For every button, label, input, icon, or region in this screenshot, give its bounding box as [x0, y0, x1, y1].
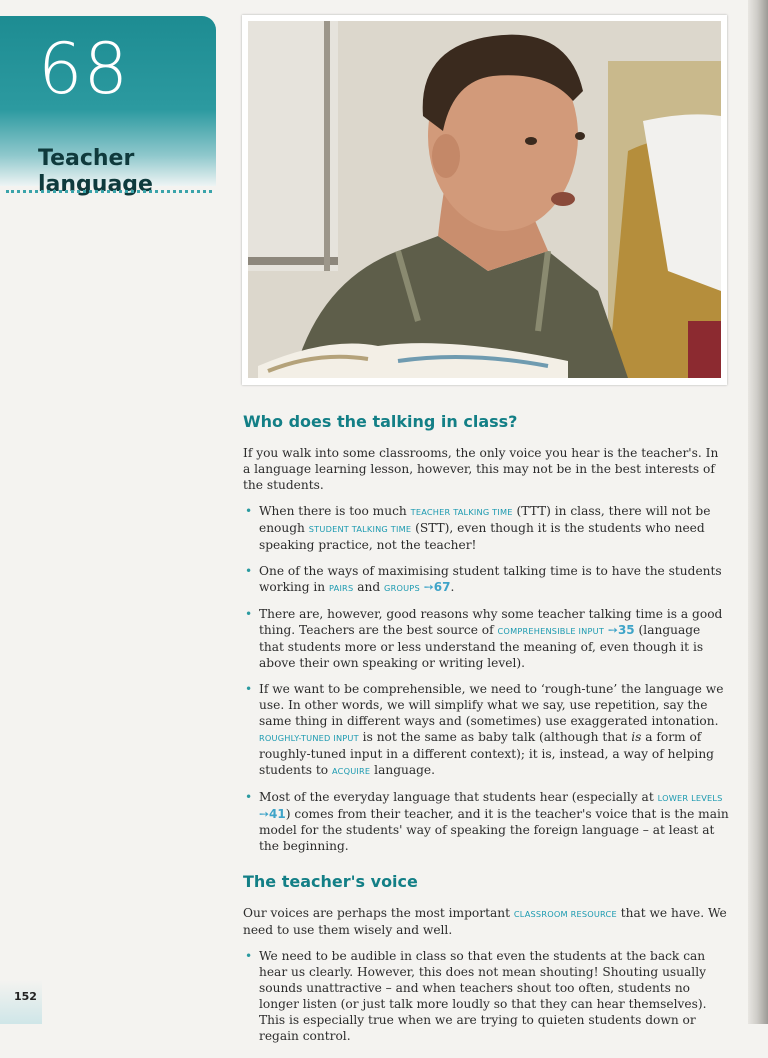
text-run: (STT), even though it is the students who need speaking practice, not the teacher! — [259, 521, 705, 552]
section-heading-voice: The teacher's voice — [243, 872, 418, 891]
photo-illustration — [248, 21, 721, 378]
bullet-comprehensible-input — [243, 606, 729, 671]
main-content — [243, 412, 729, 1058]
section1-bullets — [243, 503, 729, 854]
dotted-divider — [6, 190, 212, 193]
glossary-term-comprehensible-input[interactable]: COMPREHENSIBLE INPUT — [497, 626, 605, 636]
page-number-label: 152 — [14, 990, 37, 1003]
text-run: ) comes from their teacher, and it is the teacher's voice that is the main model for the students' way of speaking the foreign language – at least at the beginning. — [259, 807, 729, 853]
text-run: language. — [370, 763, 436, 777]
glossary-term-pairs[interactable]: PAIRS — [329, 583, 354, 593]
unit-tab — [0, 16, 216, 197]
unit-title-line2: language — [38, 172, 153, 197]
section1-intro: If you walk into some classrooms, the only voice you hear is the teacher's. In a language learning lesson, however, this may not be in the best interests of the students. — [243, 446, 719, 492]
glossary-term-lower-levels[interactable]: LOWER LEVELS — [657, 793, 723, 803]
text-run: When there is too much — [259, 504, 411, 518]
text-run: (TTT) in class, there will not be enough — [259, 504, 711, 535]
text-run: Most of the everyday language that students hear (especially at — [259, 790, 658, 804]
section2-intro — [243, 905, 729, 938]
text-run: a form of roughly-tuned input in a different context); it is, instead, a way of helping students to — [259, 730, 714, 777]
glossary-term-acquire[interactable]: ACQUIRE — [332, 766, 371, 776]
glossary-term-classroom-resource[interactable]: CLASSROOM RESOURCE — [513, 909, 617, 919]
unit-number: 68 — [38, 28, 130, 110]
glossary-term-stt[interactable]: STUDENT TALKING TIME — [308, 524, 412, 534]
text-run: that we have. We need to use them wisely and well. — [243, 906, 727, 937]
bullet-lower-levels — [243, 789, 729, 854]
text-run: There are, however, good reasons why some teacher talking time is a good thing. Teachers are the best source of — [259, 607, 723, 637]
teacher-photo — [242, 15, 727, 385]
bullet-rough-tune — [243, 681, 729, 779]
text-run: . — [450, 580, 455, 594]
text-run: One of the ways of maximising student talking time is to have the students working in — [259, 564, 722, 594]
section2-bullets — [243, 948, 729, 1044]
glossary-term-groups[interactable]: GROUPS — [384, 583, 420, 593]
cross-reference-41[interactable]: ➙41 — [259, 807, 286, 821]
glossary-term-roughly-tuned-input[interactable]: ROUGHLY-TUNED INPUT — [259, 733, 359, 743]
unit-title-line1: Teacher — [38, 146, 135, 171]
glossary-term-ttt[interactable]: TEACHER TALKING TIME — [410, 507, 513, 517]
bullet-pairs-groups — [243, 563, 729, 596]
emphasis-text: is — [631, 730, 642, 744]
cross-reference-35[interactable]: ➙35 — [607, 623, 635, 637]
bullet-audible: • We need to be audible in class so that even the students at the back can hear us clearly. However, this does not mean shouting! Shouting usually sounds unattractive – and when teachers shout too often, students no longer listen (or just talk more loudly so that they can hear themselves). This is especially true when we are trying to quieten students down or regain control. — [243, 948, 729, 1044]
text-run: (language that students more or less understand the meaning of, even though it is above their own speaking or writing level). — [259, 623, 704, 670]
text-run: and — [353, 580, 385, 594]
bullet-ttt — [243, 503, 729, 553]
cross-reference-67[interactable]: ➙67 — [423, 580, 451, 594]
section-teachers-voice — [243, 872, 729, 1044]
text-run: If we want to be comprehensible, we need to ‘rough-tune’ the language we use. In other words, we will simplify what we say, use repetition, say the same thing in different ways and (sometimes) use exaggerated intonation. — [259, 682, 724, 728]
text-run: is not the same as baby talk (although that — [358, 730, 632, 744]
page-edge-shadow — [748, 0, 768, 1024]
text-run: Our voices are perhaps the most important — [243, 906, 514, 920]
section-heading-talking: Who does the talking in class? — [243, 412, 518, 431]
page-number — [0, 980, 42, 1024]
